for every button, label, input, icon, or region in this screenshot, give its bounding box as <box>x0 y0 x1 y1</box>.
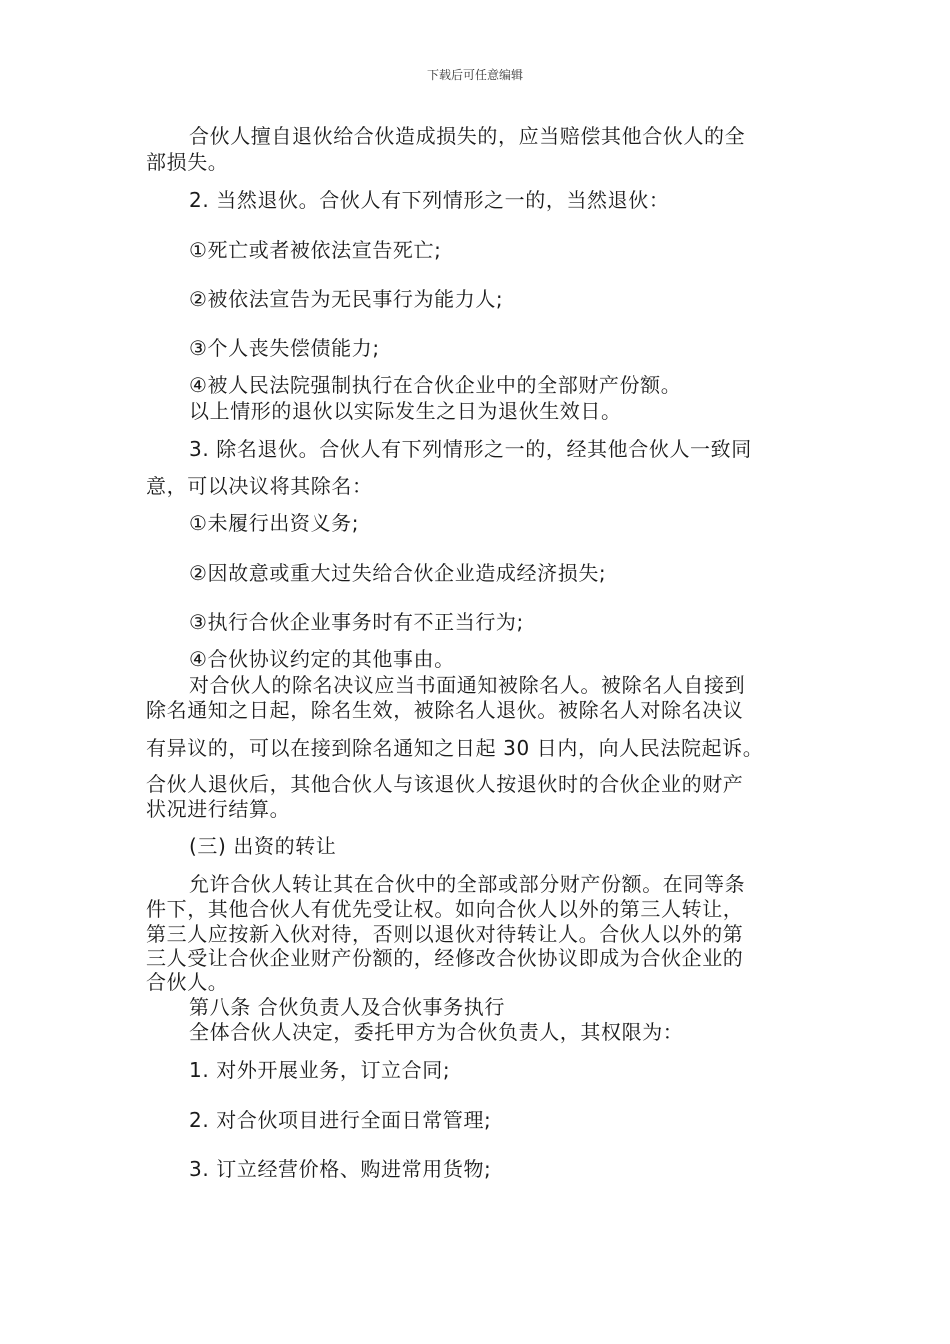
paragraph-line: 3. 除名退伙。合伙人有下列情形之一的，经其他合伙人一致同 <box>189 437 752 461</box>
paragraph-line: 允许合伙人转让其在合伙中的全部或部分财产份额。在同等条 <box>189 872 746 896</box>
paragraph-line: 合伙人。 <box>146 970 229 994</box>
list-item: 1. 对外开展业务，订立合同; <box>189 1058 451 1082</box>
paragraph-line: 2. 当然退伙。合伙人有下列情形之一的，当然退伙： <box>189 188 670 212</box>
paragraph-line: 第三人应按新入伙对待，否则以退伙对待转让人。合伙人以外的第 <box>146 922 744 946</box>
list-item: ②被依法宣告为无民事行为能力人; <box>189 287 504 311</box>
paragraph-line: 部损失。 <box>146 150 229 174</box>
paragraph-line: 三人受让合伙企业财产份额的，经修改合伙协议即成为合伙企业的 <box>146 946 744 970</box>
list-item: ①死亡或者被依法宣告死亡; <box>189 238 442 262</box>
list-item: ④合伙协议约定的其他事由。 <box>189 647 455 671</box>
article-heading: 第八条 合伙负责人及合伙事务执行 <box>189 995 505 1019</box>
paragraph-line: 有异议的，可以在接到除名通知之日起 30 日内，向人民法院起诉。 <box>146 736 764 760</box>
list-item: 2. 对合伙项目进行全面日常管理; <box>189 1108 492 1132</box>
paragraph-line: 意，可以决议将其除名： <box>146 474 373 498</box>
list-item: ③个人丧失偿债能力; <box>189 336 380 360</box>
list-item: ④被人民法院强制执行在合伙企业中的全部财产份额。 <box>189 373 682 397</box>
paragraph-line: 合伙人擅自退伙给合伙造成损失的，应当赔偿其他合伙人的全 <box>189 124 746 148</box>
list-item: ③执行合伙企业事务时有不正当行为; <box>189 610 524 634</box>
paragraph-line: 合伙人退伙后，其他合伙人与该退伙人按退伙时的合伙企业的财产 <box>146 772 744 796</box>
list-item: ②因故意或重大过失给合伙企业造成经济损失; <box>189 561 607 585</box>
section-heading: (三) 出资的转让 <box>189 834 337 858</box>
paragraph-line: 除名通知之日起，除名生效，被除名人退伙。被除名人对除名决议 <box>146 698 744 722</box>
paragraph-line: 以上情形的退伙以实际发生之日为退伙生效日。 <box>189 399 622 423</box>
paragraph-line: 件下，其他合伙人有优先受让权。如向合伙人以外的第三人转让， <box>146 897 744 921</box>
paragraph-line: 状况进行结算。 <box>146 797 291 821</box>
list-item: ①未履行出资义务; <box>189 511 360 535</box>
paragraph-line: 全体合伙人决定，委托甲方为合伙负责人，其权限为： <box>189 1020 684 1044</box>
page-header: 下载后可任意编辑 <box>426 68 523 82</box>
list-item: 3. 订立经营价格、购进常用货物; <box>189 1157 492 1181</box>
paragraph-line: 对合伙人的除名决议应当书面通知被除名人。被除名人自接到 <box>189 673 746 697</box>
